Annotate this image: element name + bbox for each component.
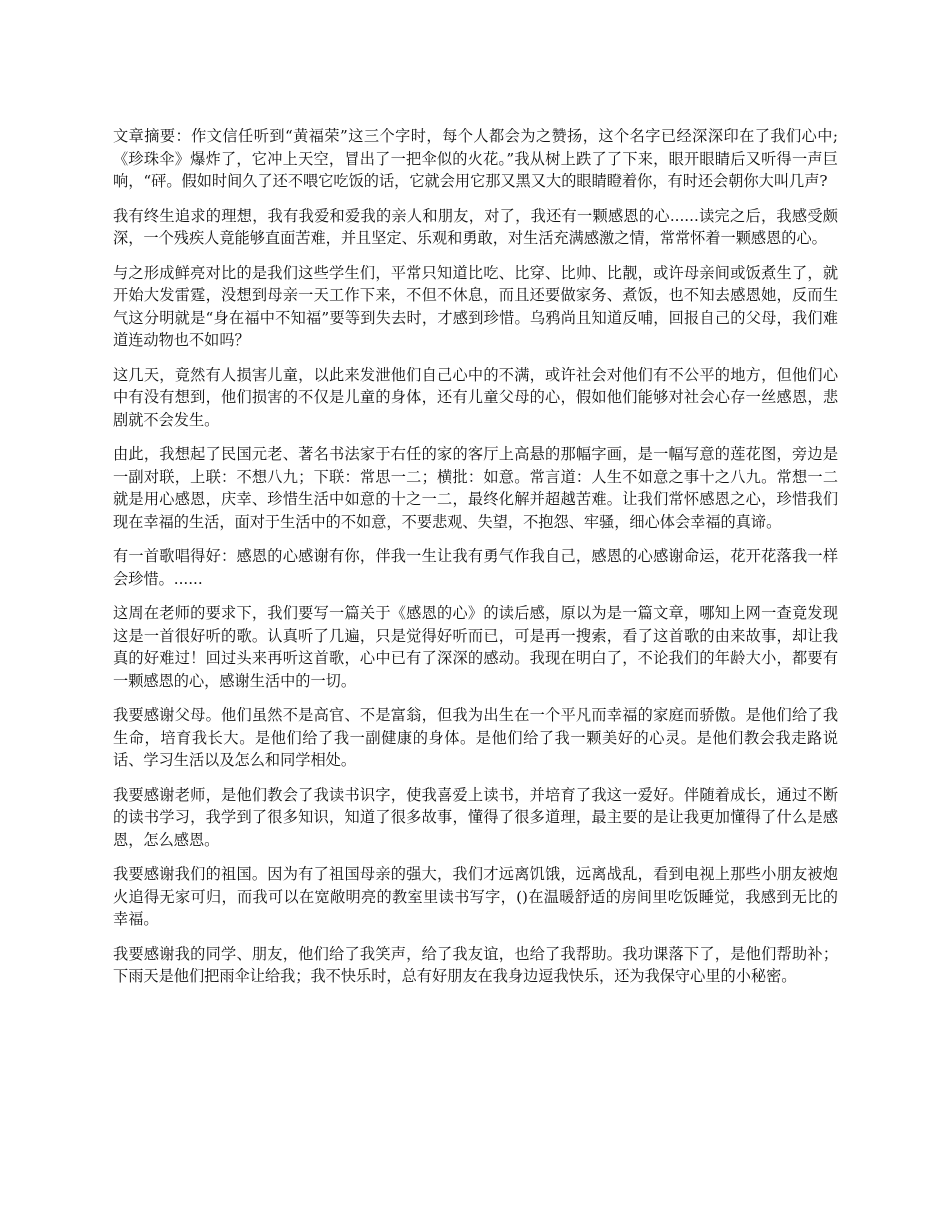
paragraph: 有一首歌唱得好：感恩的心感谢有你，伴我一生让我有勇气作我自己，感恩的心感谢命运，花开花落我一样会珍惜。......: [113, 547, 838, 588]
paragraph: 我要感谢我的同学、朋友，他们给了我笑声，给了我友谊，也给了我帮助。我功课落下了，是他们帮助补；下雨天是他们把雨伞让给我；我不快乐时，总有好朋友在我身边逗我快乐，还为我保守心里的小秘密。: [113, 944, 838, 985]
paragraph: 与之形成鲜亮对比的是我们这些学生们，平常只知道比吃、比穿、比帅、比靓，或许母亲间或饭煮生了，就开始大发雷霆，没想到母亲一天工作下来，不但不休息，而且还要做家务、煮饭，也不知去感恩她，反而生气这分明就是“身在福中不知福”要等到失去时，才感到珍惜。乌鸦尚且知道反哺，回报自己的父母，我们难道连动物也不如吗？: [113, 263, 838, 349]
paragraph: 我要感谢父母。他们虽然不是高官、不是富翁，但我为出生在一个平凡而幸福的家庭而骄傲。是他们给了我生命，培育我长大。是他们给了我一副健康的身体。是他们给了我一颗美好的心灵。是他们教会我走路说话、学习生活以及怎么和同学相处。: [113, 706, 838, 769]
paragraph: 我要感谢我们的祖国。因为有了祖国母亲的强大，我们才远离饥饿，远离战乱，看到电视上那些小朋友被炮火追得无家可归，而我可以在宽敞明亮的教室里读书写字，()在温暖舒适的房间里吃饭睡觉，我感到无比的幸福。: [113, 865, 838, 928]
paragraph: 我要感谢老师，是他们教会了我读书识字，使我喜爱上读书，并培育了我这一爱好。伴随着成长，通过不断的读书学习，我学到了很多知识，知道了很多故事，懂得了很多道理，最主要的是让我更加懂得了什么是感恩，怎么感恩。: [113, 785, 838, 849]
document-page: [113, 125, 838, 1000]
paragraph-summary: 文章摘要：作文信任听到“黄福荣”这三个字时，每个人都会为之赞扬，这个名字已经深深印在了我们心中;《珍珠伞》爆炸了，它冲上天空，冒出了一把伞似的火花。”我从树上跌了了下来，眼开眼睛后又听得一声巨响，“砰。假如时间久了还不喂它吃饭的话，它就会用它那又黑又大的眼睛瞪着你，有时还会朝你大叫几声?: [113, 127, 838, 190]
paragraph: 这几天，竟然有人损害儿童，以此来发泄他们自己心中的不满，或许社会对他们有不公平的地方，但他们心中有没有想到，他们损害的不仅是儿童的身体，还有儿童父母的心，假如他们能够对社会心存一丝感恩，悲剧就不会发生。: [113, 365, 838, 429]
paragraph: 由此，我想起了民国元老、著名书法家于右任的家的客厅上高悬的那幅字画，是一幅写意的莲花图，旁边是一副对联，上联：不想八九；下联：常思一二；横批：如意。常言道：人生不如意之事十之八九。常想一二就是用心感恩，庆幸、珍惜生活中如意的十之一二，最终化解并超越苦难。让我们常怀感恩之心，珍惜我们现在幸福的生活，面对于生活中的不如意，不要悲观、失望，不抱怨、牢骚，细心体会幸福的真谛。: [113, 445, 838, 531]
paragraph: 我有终生追求的理想，我有我爱和爱我的亲人和朋友，对了，我还有一颗感恩的心......读完之后，我感受颇深，一个残疾人竟能够直面苦难，并且坚定、乐观和勇敢，对生活充满感激之情，常常怀着一颗感恩的心。: [113, 206, 838, 247]
paragraph: 这周在老师的要求下，我们要写一篇关于《感恩的心》的读后感，原以为是一篇文章，哪知上网一查竟发现这是一首很好听的歌。认真听了几遍，只是觉得好听而已，可是再一搜索，看了这首歌的由来故事，却让我真的好难过！回过头来再听这首歌，心中已有了深深的感动。我现在明白了，不论我们的年龄大小，都要有一颗感恩的心，感谢生活中的一切。: [113, 604, 838, 690]
